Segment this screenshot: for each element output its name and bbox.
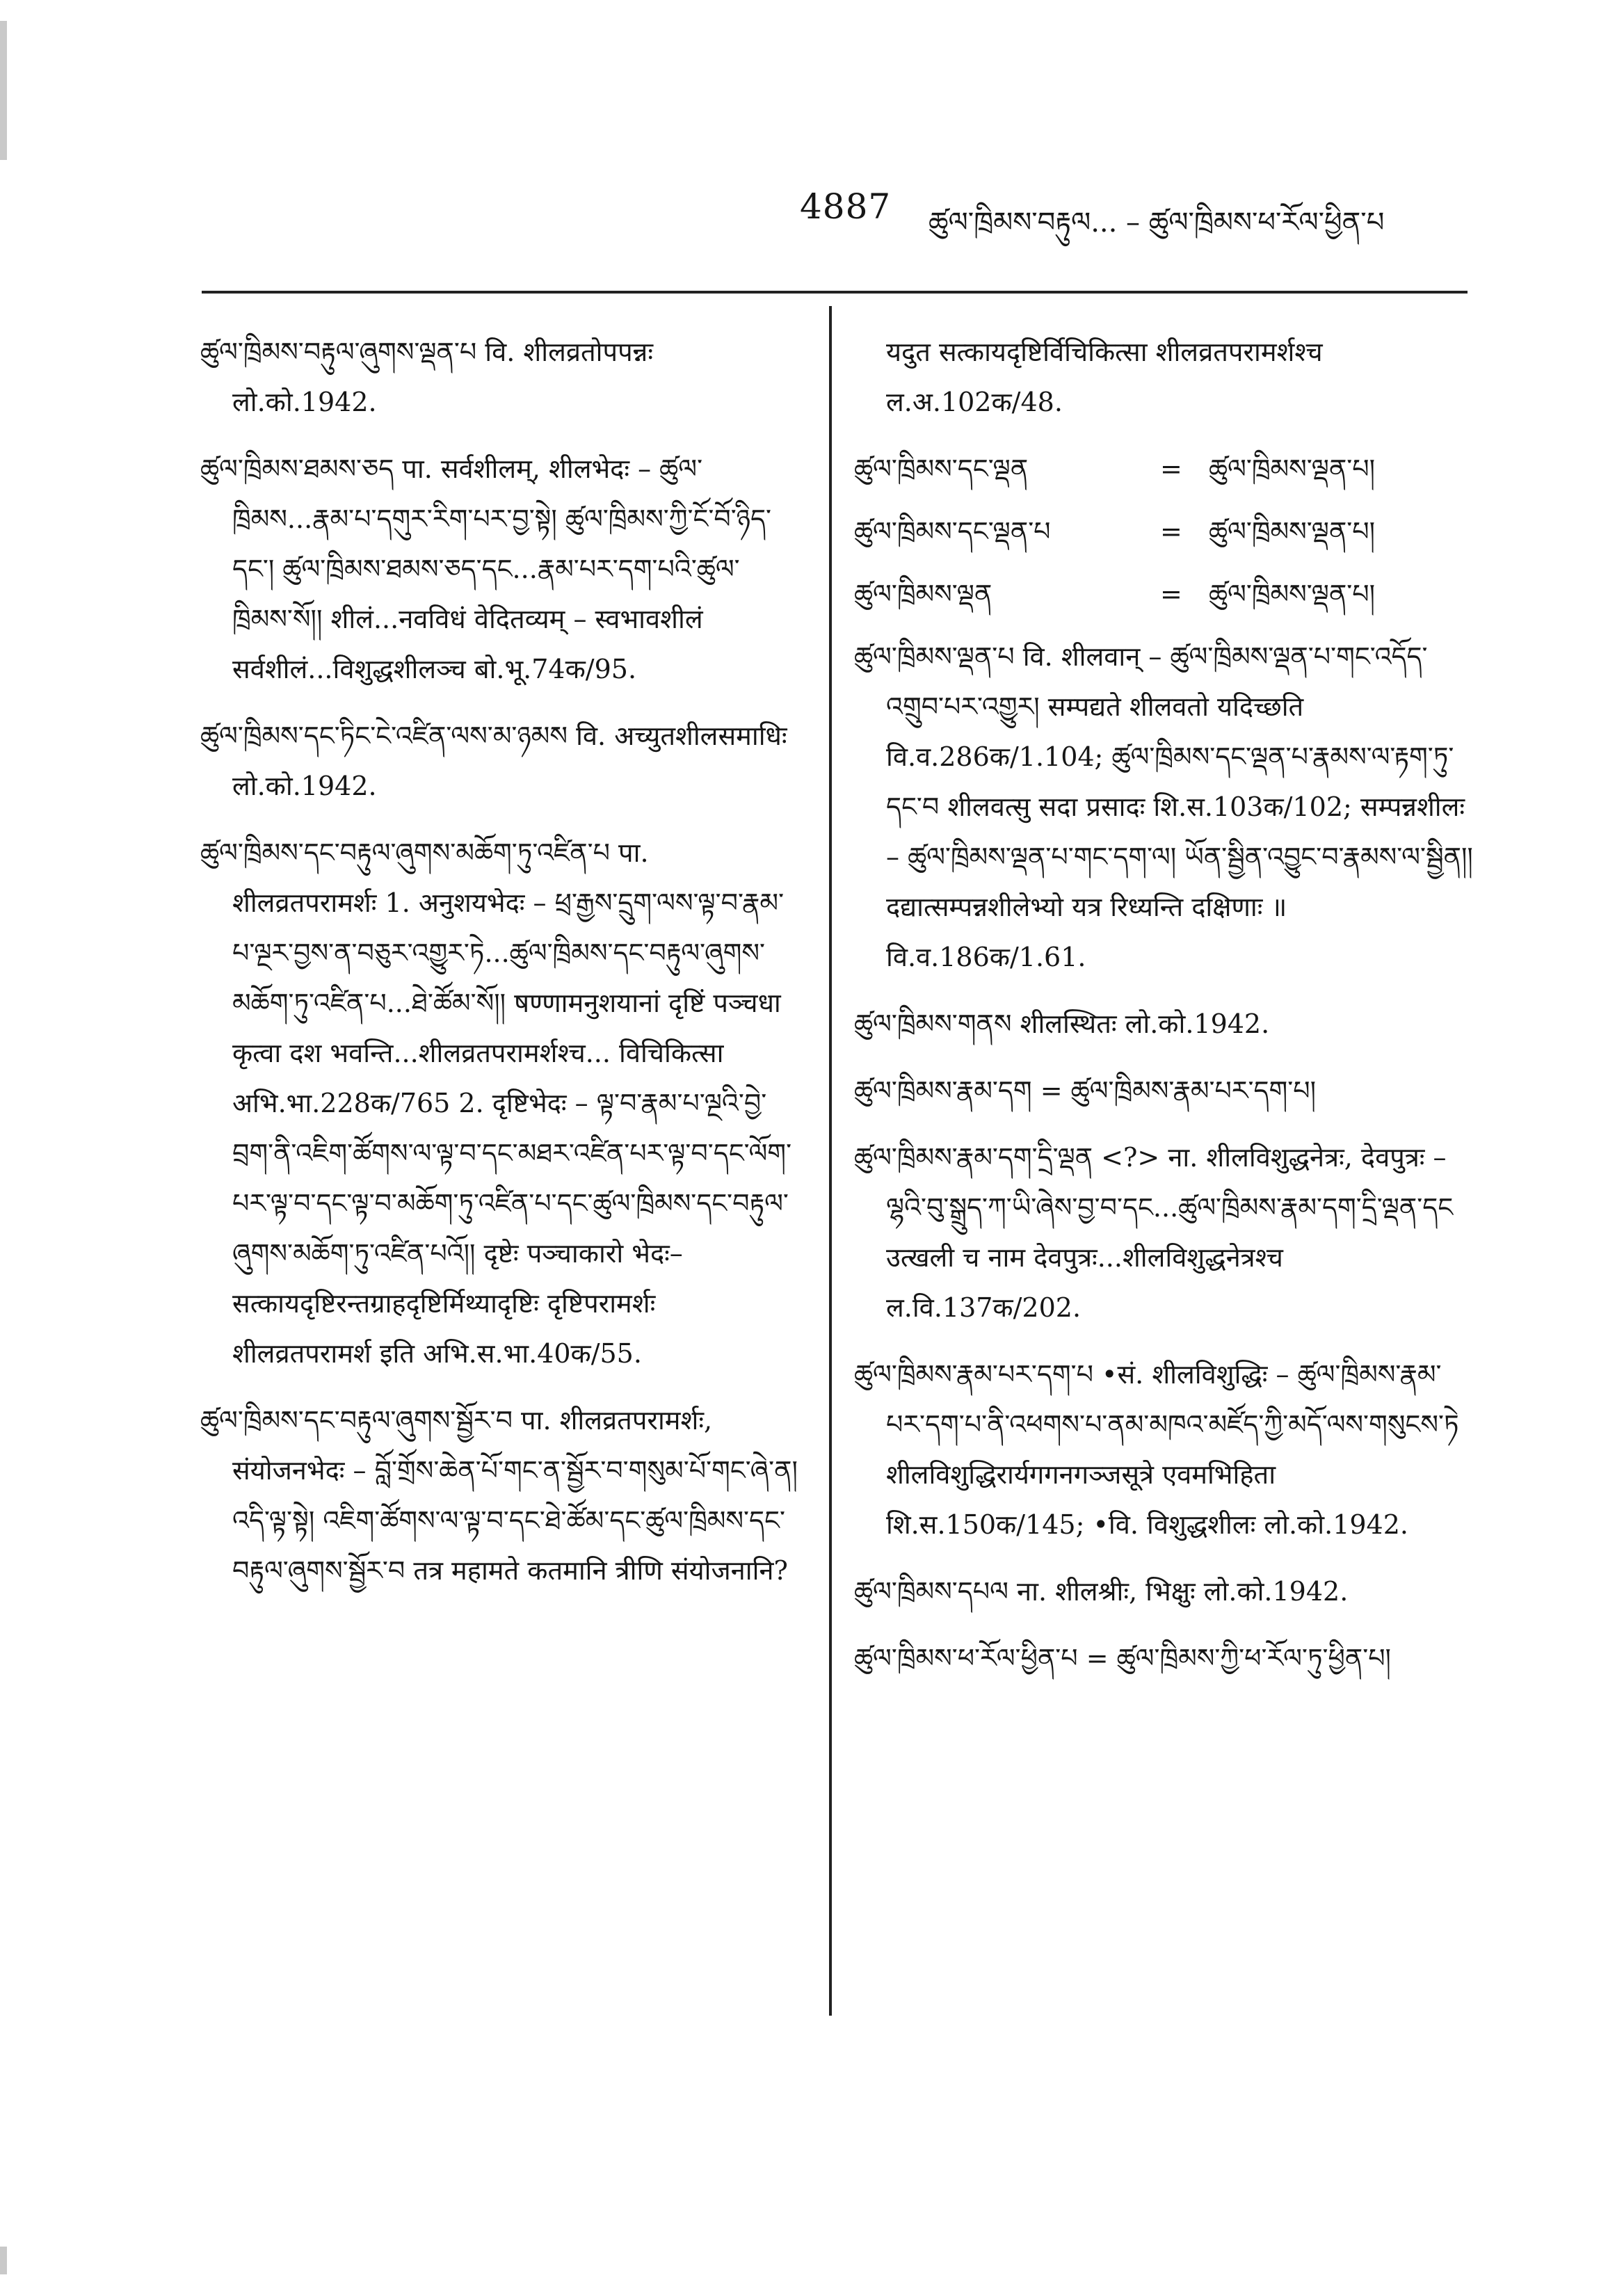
equivalence-target: ཚུལ་ཁྲིམས་ལྡན་པ། [1209, 516, 1376, 547]
dictionary-entry: ཚུལ་ཁྲིམས་རྣམ་པར་དག་པ •सं. शीलविशुद्धिः – ཚུལ་ཁྲིམས་རྣམ་པར་དག་པ་ནི་འཕགས་པ་ནམ་མཁའ་མཛོད་ཀྱི་མདོ་ལས་གསུངས་ཏེ शीलविशुद्धिरार्यगगनगञ्जसूत्रे एवमभिहिता शि.स.150क/145; •वि. विशुद्धशीलः लो.को.1942. [854, 1359, 1459, 1540]
dictionary-entry: ཚུལ་ཁྲིམས་དཔལ ना. शीलश्रीः, भिक्षुः लो.को.1942. [854, 1576, 1349, 1607]
dictionary-entry: ཚུལ་ཁྲིམས་རྣམ་དག་དྲི་ལྡན <?> ना. शीलविशुद्धनेत्रः, देवपुत्रः – ལྷའི་བུ་སྒྲུད་ཀ་ཡི་ཞེས་བྱ་བ་དང...ཚུལ་ཁྲིམས་རྣམ་དག་དྲི་ལྡན་དང उत्खली च नाम देवपुत्रः...शीलविशुद्धनेत्रश्च ल.वि.137क/202. [854, 1142, 1454, 1323]
dictionary-entry: ཚུལ་ཁྲིམས་ཕ་རོལ་ཕྱིན་པ = ཚུལ་ཁྲིམས་ཀྱི་ཕ་རོལ་ཏུ་ཕྱིན་པ། [854, 1643, 1391, 1673]
equivalence-entry [854, 569, 1473, 619]
dictionary-entry: ཚུལ་ཁྲིམས་དང་བརྟུལ་ཞུགས་སྦྱོར་བ पा. शीलव्रतपरामर्शः, संयोजनभेदः – བློ་གྲོས་ཆེན་པོ་གང་ན་སྦྱོར་བ་གསུམ་པོ་གང་ཞེ་ན། འདི་ལྟ་སྟེ། འཇིག་ཚོགས་ལ་ལྟ་བ་དང་ཐེ་ཚོམ་དང་ཚུལ་ཁྲིམས་དང་བརྟུལ་ཞུགས་སྦྱོར་བ तत्र महामते कतमानि त्रीणि संयोजनानि? [200, 1405, 798, 1586]
dictionary-entry: ཚུལ་ཁྲིམས་ཐམས་ཅད पा. सर्वशीलम्, शीलभेदः – ཚུལ་ཁྲིམས...རྣམ་པ་དགུར་རིག་པར་བྱ་སྟེ། ཚུལ་ཁྲིམས་ཀྱི་ངོ་བོ་ཉིད་དང་། ཚུལ་ཁྲིམས་ཐམས་ཅད་དང...རྣམ་པར་དག་པའི་ཚུལ་ཁྲིམས་སོ།། शीलं...नवविधं वेदितव्यम् – स्वभावशीलं सर्वशीलं...विशुद्धशीलञ्च बो.भू.74क/95. [200, 453, 771, 684]
equals-sign: = [1160, 516, 1182, 547]
dictionary-entry: ཚུལ་ཁྲིམས་བརྟུལ་ཞུགས་ལྡན་པ वि. शीलव्रतोपपन्नः लो.को.1942. [200, 337, 654, 417]
dictionary-entry: ཚུལ་ཁྲིམས་དང་ཏིང་ངེ་འཛིན་ལས་མ་ཉམས वि. अच्युतशीलसमाधिः लो.को.1942. [200, 721, 787, 801]
equals-sign: = [1160, 579, 1182, 609]
equivalence-headword: ཚུལ་ཁྲིམས་དང་ལྡན [854, 453, 1029, 484]
equals-sign: = [1160, 453, 1182, 484]
equivalence-entry [854, 444, 1473, 494]
left-column [200, 327, 798, 1612]
equivalence-headword: ཚུལ་ཁྲིམས་ལྡན [854, 579, 992, 609]
scan-edge-mark [0, 21, 7, 160]
dictionary-entry: ཚུལ་ཁྲིམས་ལྡན་པ वि. शीलवान् – ཚུལ་ཁྲིམས་ལྡན་པ་གང་འདོད་འགྲུབ་པར་འགྱུར། सम्पद्यते शीलवतो यदिच्छति वि.व.286क/1.104; ཚུལ་ཁྲིམས་དང་ལྡན་པ་རྣམས་ལ་རྟག་ཏུ་དང་བ शीलवत्सु सदा प्रसादः शि.स.103क/102; सम्पन्नशीलः – ཚུལ་ཁྲིམས་ལྡན་པ་གང་དག་ལ། ཡོན་སྦྱིན་འབྱུང་བ་རྣམས་ལ་སྦྱིན།། दद्यात्सम्पन्नशीलेभ्यो यत्र रिध्यन्ति दक्षिणाः ॥ वि.व.186क/1.61. [854, 641, 1473, 972]
equivalence-target: ཚུལ་ཁྲིམས་ལྡན་པ། [1209, 579, 1376, 609]
equivalence-headword: ཚུལ་ཁྲིམས་དང་ལྡན་པ [854, 516, 1051, 547]
right-column [854, 327, 1473, 1700]
running-head: ཚུལ་ཁྲིམས་བརྟུལ... – ཚུལ་ཁྲིམས་ཕ་རོལ་ཕྱིན་པ [928, 207, 1385, 239]
scan-edge-mark [0, 2247, 7, 2274]
header-rule [202, 291, 1468, 294]
page-header [800, 186, 1530, 249]
dictionary-entry: ཚུལ་ཁྲིམས་གནས शीलस्थितः लो.को.1942. [854, 1009, 1270, 1039]
equivalence-target: ཚུལ་ཁྲིམས་ལྡན་པ། [1209, 453, 1376, 484]
entry-continuation: यदुत सत्कायदृष्टिर्विचिकित्सा शीलव्रतपरामर्शश्च ल.अ.102क/48. [886, 337, 1323, 417]
column-divider [829, 306, 832, 2016]
dictionary-entry: ཚུལ་ཁྲིམས་དང་བརྟུལ་ཞུགས་མཆོག་ཏུ་འཛིན་པ पा. शीलव्रतपरामर्शः 1. अनुशयभेदः – ཕྲ་རྒྱས་དྲུག་ལས་ལྟ་བ་རྣམ་པ་ལྔར་བྱས་ན་བཅུར་འགྱུར་ཏེ...ཚུལ་ཁྲིམས་དང་བརྟུལ་ཞུགས་མཆོག་ཏུ་འཛིན་པ...ཐེ་ཚོམ་སོ།། षण्णामनुशयानां दृष्टिं पञ्चधा कृत्वा दश भवन्ति...शीलव्रतपरामर्शश्च... विचिकित्सा अभि.भा.228क/765 2. दृष्टिभेदः – ལྟ་བ་རྣམ་པ་ལྔའི་བྱེ་བྲག་ནི་འཇིག་ཚོགས་ལ་ལྟ་བ་དང་མཐར་འཛིན་པར་ལྟ་བ་དང་ལོག་པར་ལྟ་བ་དང་ལྟ་བ་མཆོག་ཏུ་འཛིན་པ་དང་ཚུལ་ཁྲིམས་དང་བརྟུལ་ཞུགས་མཆོག་ཏུ་འཛིན་པའོ།། दृष्टेः पञ्चाकारो भेदः–सत्कायदृष्टिरन्तग्राहदृष्टिर्मिथ्यादृष्टिः दृष्टिपरामर्शः शीलव्रतपरामर्श इति अभि.स.भा.40क/55. [200, 837, 792, 1369]
dictionary-entry: ཚུལ་ཁྲིམས་རྣམ་དག = ཚུལ་ཁྲིམས་རྣམ་པར་དག་པ། [854, 1075, 1317, 1106]
equivalence-entry [854, 506, 1473, 556]
page-number: 4887 [800, 186, 892, 227]
